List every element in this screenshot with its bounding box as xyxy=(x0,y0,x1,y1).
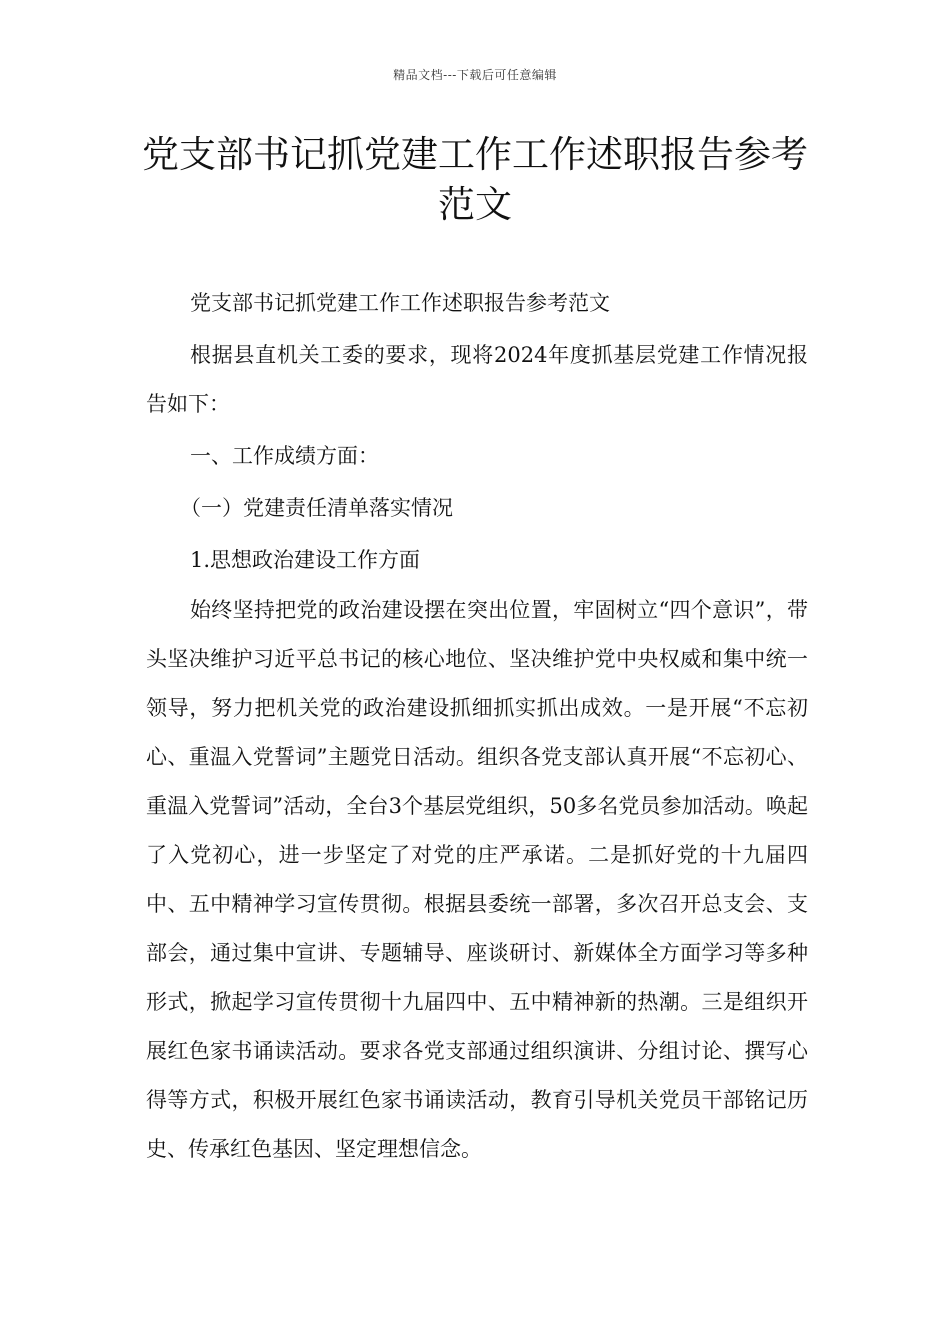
document-body xyxy=(146,279,808,1174)
document-title: 党支部书记抓党建工作工作述职报告参考范文 xyxy=(142,133,808,226)
section-heading: 一、工作成绩方面： xyxy=(190,444,379,468)
item-heading: 1.思想政治建设工作方面 xyxy=(190,548,421,572)
subsection-heading: （一）党建责任清单落实情况 xyxy=(180,496,453,520)
intro-paragraph: 根据县直机关工委的要求，现将2024年度抓基层党建工作情况报告如下： xyxy=(146,343,808,416)
subtitle-paragraph: 党支部书记抓党建工作工作述职报告参考范文 xyxy=(190,291,610,315)
header-note: 精品文档---下载后可任意编辑 xyxy=(393,68,557,82)
body-paragraph: 始终坚持把党的政治建设摆在突出位置，牢固树立“四个意识”，带头坚决维护习近平总书记的核心地位、坚决维护党中央权威和集中统一领导，努力把机关党的政治建设抓细抓实抓出成效。一是开展“不忘初心、重温入党誓词”主题党日活动。组织各党支部认真开展“不忘初心、重温入党誓词”活动，全台3个基层党组织，50多名党员参加活动。唤起了入党初心，进一步坚定了对党的庄严承诺。二是抓好党的十九届四中、五中精神学习宣传贯彻。根据县委统一部署，多次召开总支会、支部会，通过集中宣讲、专题辅导、座谈研讨、新媒体全方面学习等多种形式，掀起学习宣传贯彻十九届四中、五中精神新的热潮。三是组织开展红色家书诵读活动。要求各党支部通过组织演讲、分组讨论、撰写心得等方式，积极开展红色家书诵读活动，教育引导机关党员干部铭记历史、传承红色基因、坚定理想信念。 xyxy=(146,598,808,1161)
